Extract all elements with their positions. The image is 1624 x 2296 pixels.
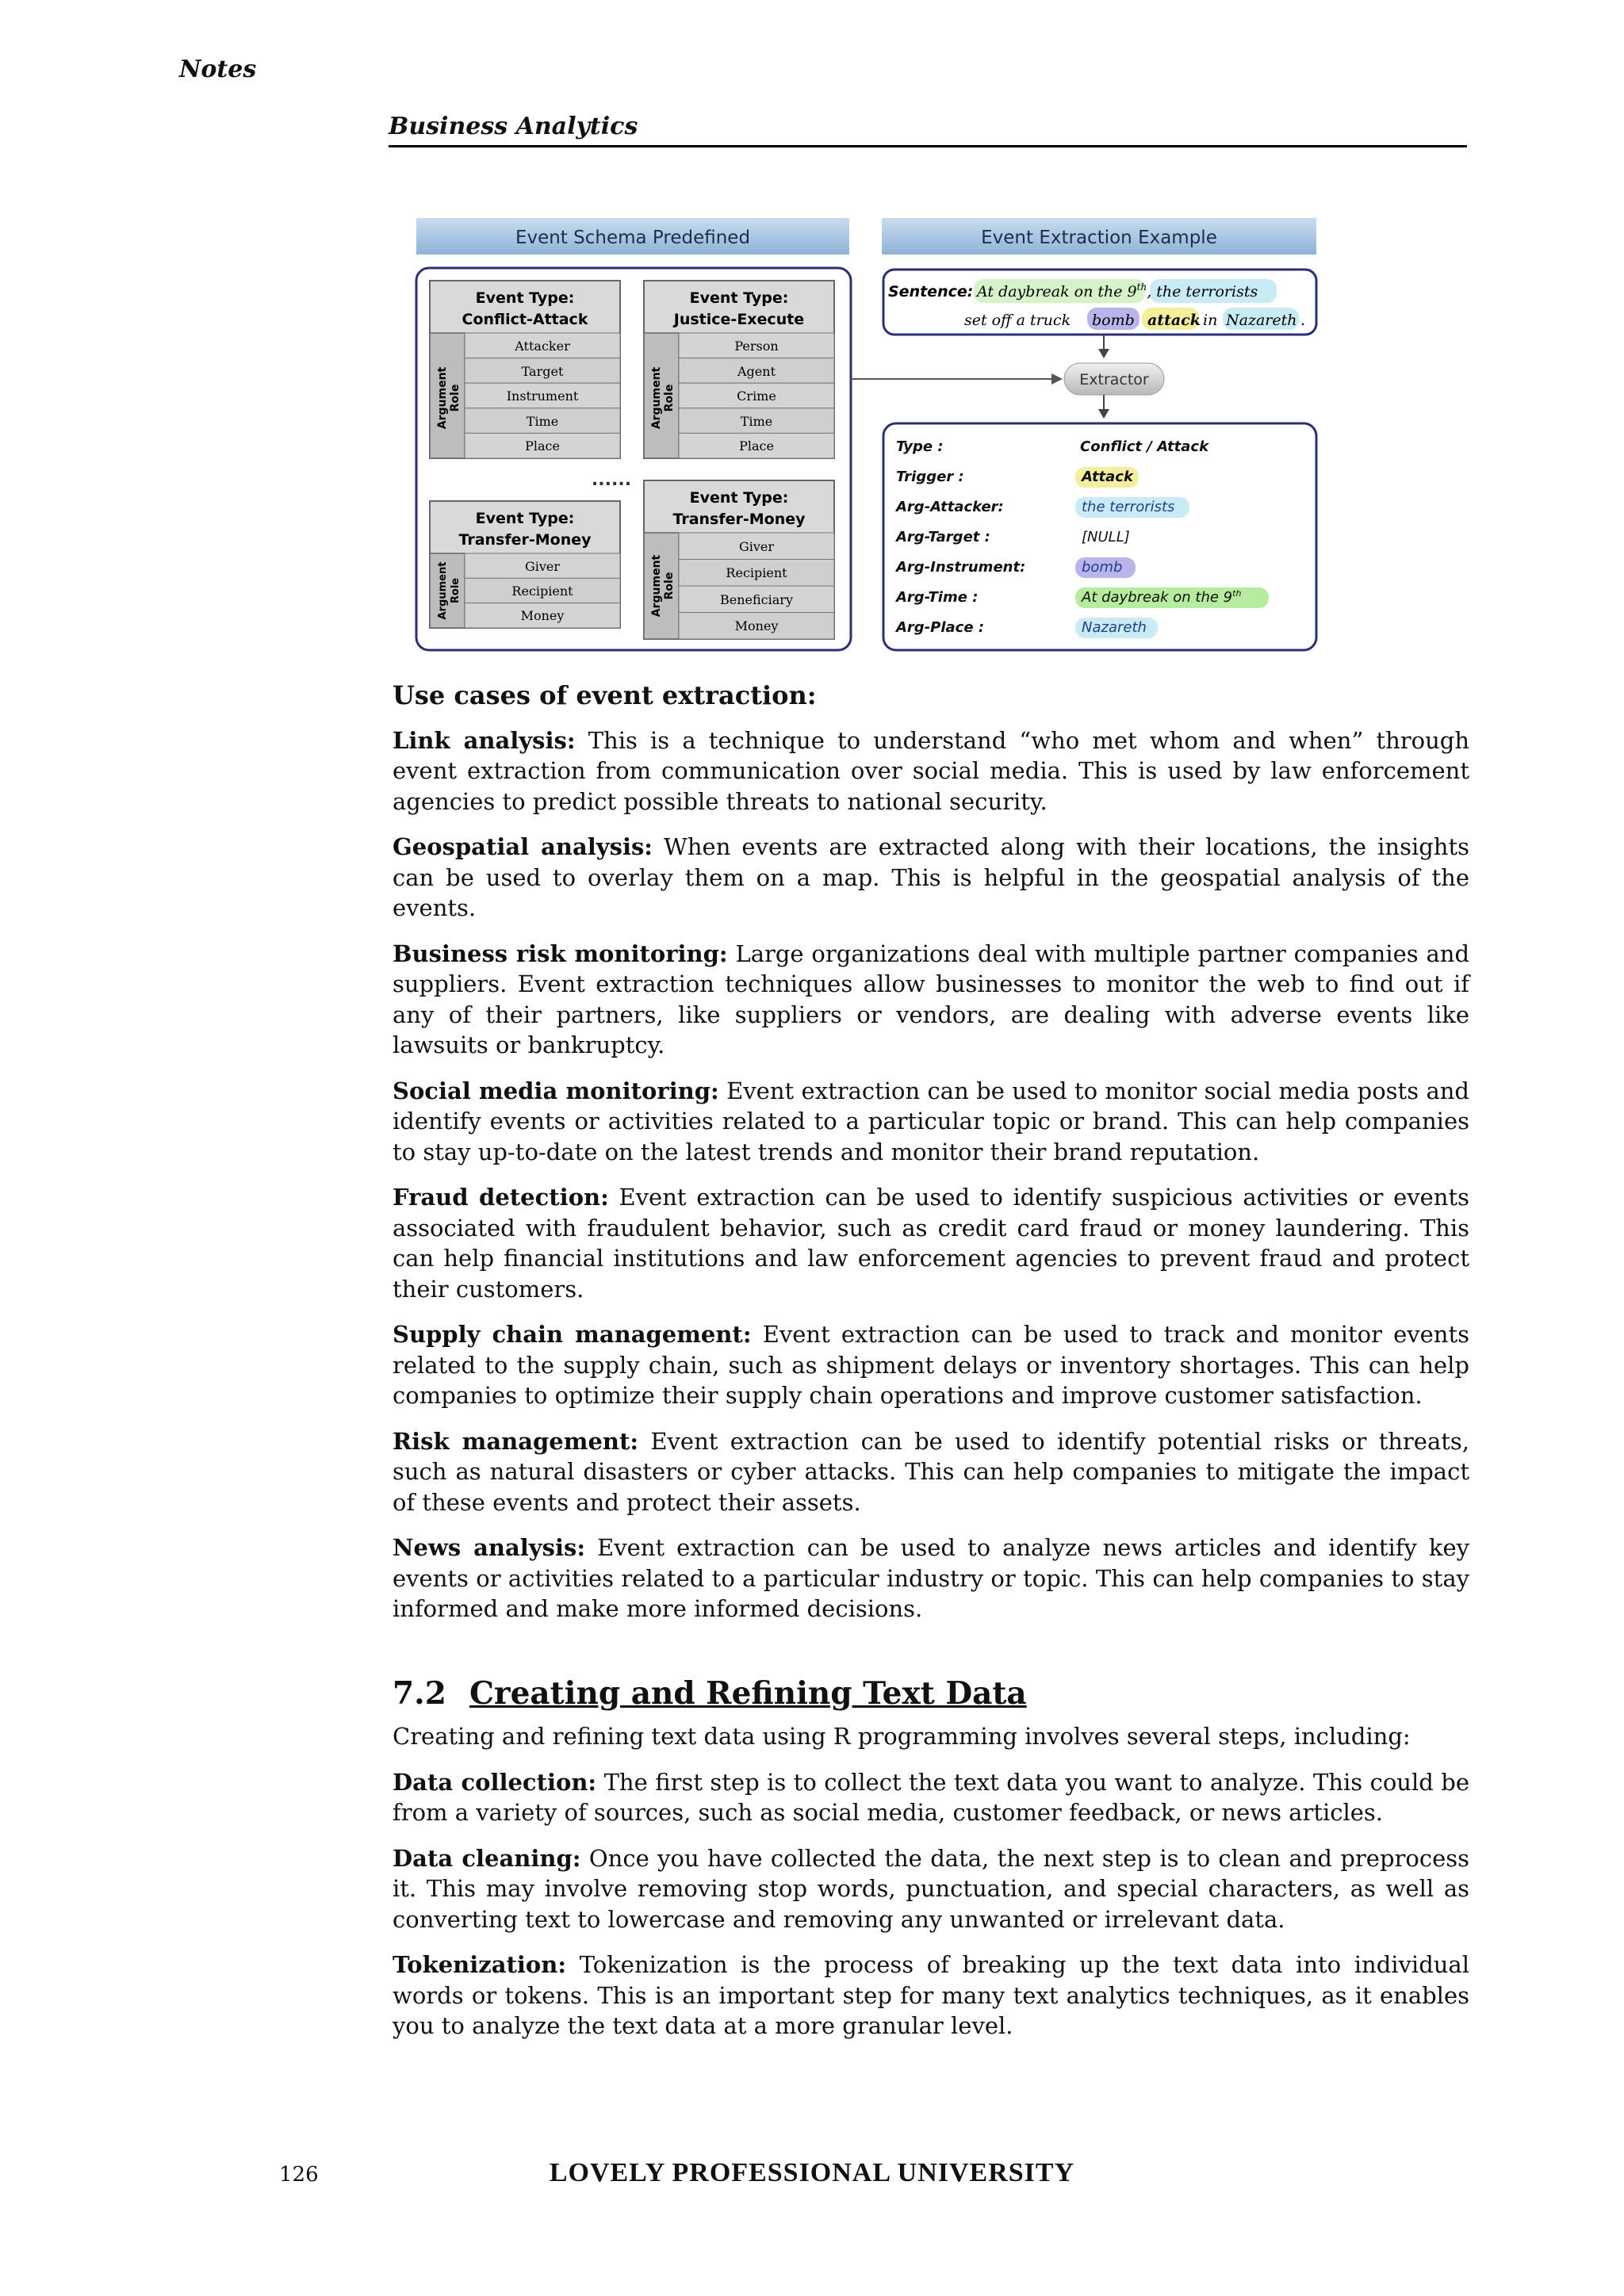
use-cases-heading: Use cases of event extraction: (393, 680, 817, 710)
running-header: Business Analytics (389, 113, 1467, 147)
schema-1-role-label: Role (449, 384, 462, 412)
right-banner-text: Event Extraction Example (981, 228, 1217, 248)
section-number: 7.2 (393, 1674, 446, 1712)
schema-4-role: Recipient (726, 565, 787, 580)
schema-3-role: Recipient (511, 584, 573, 599)
result-label: Trigger : (896, 469, 964, 485)
use-case-term: Business risk monitoring: (393, 939, 728, 967)
schema-2-role-label: Role (663, 384, 676, 412)
arrow-to-extractor-head (1098, 349, 1109, 358)
use-case-term: Geospatial analysis: (393, 833, 653, 860)
schema-2-role: Place (739, 438, 774, 453)
use-case-paragraph (393, 939, 1469, 1061)
step-text: Tokenization is the process of breaking up the text data into individual words or tokens. This is an important step for many text analytics techniques, as it enables you to analyze the text data at a more granular level. (393, 1951, 1469, 2039)
schema-1-role: Place (525, 438, 560, 453)
use-case-text: Event extraction can be used to identify potential risks or threats, such as natural disasters or cyber attacks. This can help companies to mitigate the impact of these events and protect their assets. (393, 1427, 1470, 1516)
schema-1-argument-label: Argument (436, 366, 449, 430)
schema-box-4 (644, 480, 834, 639)
schema-1-role: Target (521, 364, 564, 379)
schema-3-role-label: Role (450, 577, 462, 604)
left-banner-text: Event Schema Predefined (515, 228, 751, 248)
result-value-place: Nazareth (1082, 619, 1147, 636)
step-paragraph (393, 1843, 1469, 1935)
use-case-paragraph (393, 1319, 1469, 1411)
use-case-text: Event extraction can be used to analyze news articles and identify key events or activities related to a particular industry or topic. This can help companies to stay informed and make more informed decisions. (393, 1534, 1470, 1622)
result-value-trigger: Attack (1082, 469, 1133, 485)
sentence-label: Sentence: (888, 283, 974, 300)
schema-1-role: Instrument (506, 388, 579, 404)
section-intro: Creating and refining text data using R programming involves several steps, including: (393, 1723, 1411, 1750)
footer-university: LOVELY PROFESSIONAL UNIVERSITY (549, 2158, 1075, 2187)
schema-ellipsis: ...... (591, 470, 632, 490)
schema-3-argument-label: Argument (437, 561, 449, 620)
step-text: The first step is to collect the text data you want to analyze. This could be from a variety of sources, such as social media, customer feedback, or news articles. (393, 1768, 1469, 1826)
schema-1-type-name: Conflict-Attack (462, 311, 588, 328)
use-case-text: Event extraction can be used to track and monitor events related to the supply chain, such as shipment delays or inventory shortages. This can help companies to optimize their supply chain operations and improve customer satisfaction. (393, 1321, 1470, 1409)
schema-3-type-label: Event Type: (475, 510, 575, 527)
schema-2-role: Agent (737, 364, 776, 379)
result-value-target: [NULL] (1082, 529, 1130, 545)
figure-svg (409, 214, 1321, 658)
sentence-line-2: set off a truck bomb attack in Nazareth . (964, 312, 1306, 329)
schema-3-type-name: Transfer-Money (458, 531, 592, 549)
step-term: Tokenization: (393, 1951, 567, 1978)
use-case-text: Event extraction can be used to identify suspicious activities or events associated with fraudulent behavior, such as credit card fraud or money laundering. This can help financial institutions and law enforcement agencies to prevent fraud and protect their customers. (393, 1184, 1469, 1303)
schema-2-argument-label: Argument (650, 366, 663, 430)
schema-1-type-label: Event Type: (475, 289, 575, 307)
use-case-text: Large organizations deal with multiple partner companies and suppliers. Event extraction techniques allow businesses to monitor the web to find out if any of their partners, like suppliers or vendors, are dealing with adverse events like lawsuits or bankruptcy. (393, 939, 1470, 1058)
event-extraction-figure (409, 214, 1321, 658)
step-paragraph (393, 1767, 1469, 1828)
schema-arrow-head (1051, 373, 1063, 385)
section-heading (393, 1674, 1469, 1712)
sentence-time: At daybreak on the 9th, the terrorists (977, 281, 1258, 300)
schema-4-role-label: Role (663, 572, 676, 600)
result-label: Arg-Instrument: (896, 559, 1026, 576)
use-case-term: Risk management: (393, 1427, 639, 1455)
use-case-text: This is a technique to understand “who met whom and when” through event extraction from communication over social media. This is used by law enforcement agencies to predict possible threats to national security. (393, 726, 1469, 815)
result-label: Arg-Attacker: (896, 499, 1004, 515)
use-case-paragraph (393, 1182, 1469, 1304)
schema-2-type-name: Justice-Execute (673, 311, 805, 328)
schema-1-role: Attacker (515, 339, 570, 354)
schema-2-role: Crime (737, 388, 776, 404)
schema-1-role: Time (526, 414, 559, 429)
schema-2-role: Person (734, 339, 779, 354)
arrow-to-results-head (1098, 409, 1109, 419)
notes-label: Notes (179, 55, 257, 83)
schema-2-role: Time (740, 414, 773, 429)
use-case-term: News analysis: (393, 1534, 586, 1561)
schema-box-1 (430, 281, 620, 458)
schema-4-role: Money (734, 618, 779, 633)
step-paragraph (393, 1950, 1469, 2042)
schema-4-role: Giver (738, 539, 775, 554)
use-case-term: Fraud detection: (393, 1184, 609, 1211)
schema-3-role: Giver (524, 559, 561, 574)
schema-4-role: Beneficiary (720, 592, 793, 607)
schema-box-3 (430, 501, 620, 628)
result-value-attacker: the terrorists (1082, 499, 1175, 515)
body-content (393, 680, 1469, 2057)
result-value-type: Conflict / Attack (1080, 438, 1209, 455)
schema-4-argument-label: Argument (650, 554, 663, 618)
use-case-text: When events are extracted along with their locations, the insights can be used to overlay them on a map. This is helpful in the geospatial analysis of the events. (393, 833, 1470, 921)
schema-box-2 (644, 281, 834, 458)
result-value-instrument: bomb (1082, 559, 1123, 576)
use-case-paragraph (393, 1426, 1469, 1518)
result-label: Arg-Time : (896, 589, 979, 606)
step-term: Data collection: (393, 1768, 597, 1796)
use-case-paragraph (393, 1533, 1469, 1624)
schema-2-type-label: Event Type: (689, 289, 789, 307)
schema-4-type-label: Event Type: (689, 489, 789, 507)
section-title: Creating and Refining Text Data (469, 1674, 1027, 1712)
use-case-term: Supply chain management: (393, 1321, 752, 1348)
use-case-paragraph (393, 725, 1469, 817)
result-label: Arg-Place : (896, 619, 985, 636)
result-value-time: At daybreak on the 9th (1082, 588, 1242, 606)
use-case-term: Social media monitoring: (393, 1077, 719, 1104)
extractor-label: Extractor (1079, 371, 1149, 388)
use-case-paragraph (393, 1076, 1469, 1168)
schema-3-role: Money (520, 608, 565, 623)
schema-4-type-name: Transfer-Money (672, 511, 806, 528)
step-term: Data cleaning: (393, 1844, 581, 1872)
use-case-term: Link analysis: (393, 726, 576, 754)
page-number: 126 (279, 2163, 319, 2187)
use-case-text: Event extraction can be used to monitor social media posts and identify events or activities related to a particular topic or brand. This can help companies to stay up-to-date on the latest trends and monitor their brand reputation. (393, 1077, 1469, 1165)
use-case-paragraph (393, 832, 1469, 924)
result-label: Type : (896, 438, 944, 455)
result-label: Arg-Target : (896, 529, 990, 545)
step-text: Once you have collected the data, the next step is to clean and preprocess it. This may involve removing stop words, punctuation, and special characters, as well as converting text to lowercase and removing any unwanted or irrelevant data. (393, 1844, 1470, 1933)
